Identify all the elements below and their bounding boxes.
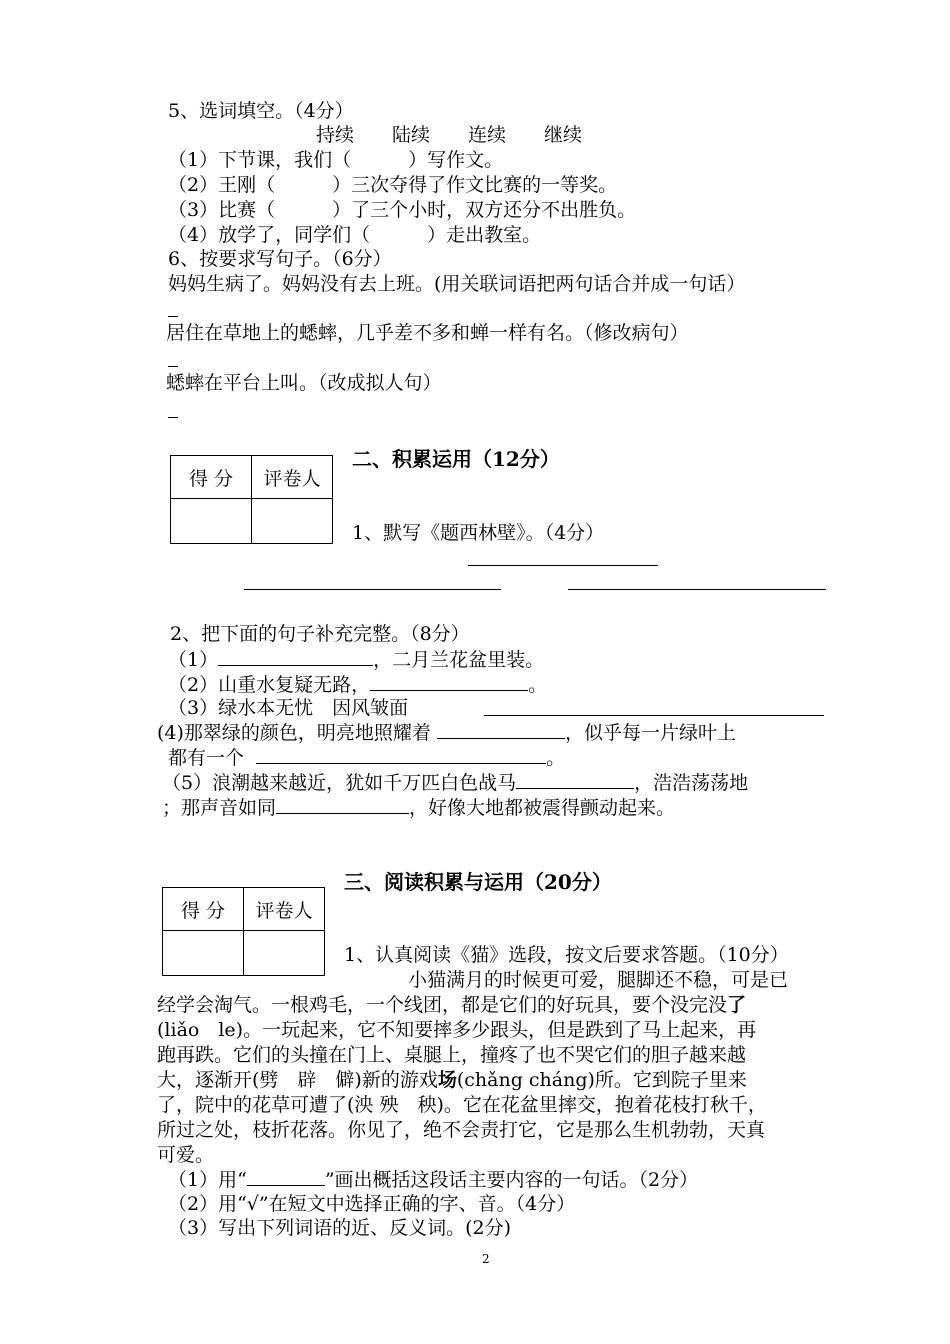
grader-label: 评卷人 bbox=[252, 456, 333, 499]
fill-blank[interactable] bbox=[484, 715, 824, 716]
q5-title: 5、选词填空。（4分） bbox=[168, 100, 354, 122]
text: （2）山重水复疑无路， bbox=[168, 674, 371, 696]
section2-title: 二、积累运用（12分） bbox=[352, 447, 560, 471]
q5-options: 持续 陆续 连续 继续 bbox=[316, 124, 583, 146]
text: ，二月兰花盆里装。 bbox=[373, 649, 545, 671]
fill-blank[interactable] bbox=[218, 647, 373, 666]
page-number: 2 bbox=[482, 1252, 490, 1266]
q6-item-3: 蟋蟀在平台上叫。（改成拟人句） bbox=[166, 372, 442, 394]
passage-line bbox=[157, 1068, 747, 1092]
q5-item-4: （4）放学了，同学们（ ）走出教室。 bbox=[168, 224, 542, 246]
s2-q2-line-1 bbox=[168, 647, 544, 672]
text: 。 bbox=[546, 747, 566, 769]
q5-item-3: （3）比赛（ ）了三个小时，双方还分不出胜负。 bbox=[168, 199, 637, 221]
s3-sub-2: （2）用“√”在短文中选择正确的字、音。（4分） bbox=[168, 1193, 576, 1215]
score-box bbox=[162, 887, 325, 976]
passage-line bbox=[157, 993, 746, 1017]
answer-line bbox=[168, 316, 178, 317]
s2-q2-line-2 bbox=[168, 672, 547, 697]
s2-q2-title: 2、把下面的句子补充完整。（8分） bbox=[170, 623, 470, 645]
text: 大，逐渐开(劈 辟 僻)新的游戏 bbox=[157, 1069, 438, 1091]
text: （5）浪潮越来越近，犹如千万匹白色战马 bbox=[162, 772, 517, 794]
fill-blank[interactable] bbox=[370, 672, 528, 691]
text: ，好像大地都被震得颤动起来。 bbox=[409, 797, 676, 819]
poem-line[interactable] bbox=[244, 589, 501, 590]
score-box bbox=[170, 455, 333, 544]
s2-q2-line-4 bbox=[157, 720, 736, 745]
fill-blank[interactable] bbox=[516, 770, 634, 789]
s3-sub-3: （3）写出下列词语的近、反义词。(2分) bbox=[168, 1217, 512, 1239]
q6-item-1: 妈妈生病了。妈妈没有去上班。(用关联词语把两句话合并成一句话） bbox=[168, 273, 746, 295]
passage-line: (liǎo le)。一玩起来，它不知要摔多少跟头，但是跌到了马上起来，再 bbox=[157, 1019, 757, 1041]
text: 场 bbox=[437, 1069, 457, 1091]
fill-blank[interactable] bbox=[256, 745, 546, 764]
s2-q2-line-4b bbox=[168, 745, 565, 770]
passage-line: 了，院中的花草可遭了(泱 殃 秧)。它在花盆里摔交，抱着花枝打秋千， bbox=[157, 1094, 767, 1116]
s3-sub-1 bbox=[168, 1167, 698, 1192]
passage-line: 跑再跌。它们的头撞在门上、桌腿上，撞疼了也不哭它们的胆子越来越 bbox=[157, 1044, 747, 1066]
text: (4)那翠绿的颜色，明亮地照耀着 bbox=[157, 722, 431, 744]
poem-line[interactable] bbox=[568, 589, 826, 590]
s3-q1: 1、认真阅读《猫》选段，按文后要求答题。（10分） bbox=[344, 944, 789, 966]
q5-item-1: （1）下节课，我们（ ）写作文。 bbox=[168, 149, 504, 171]
text: 经学会淘气。一根鸡毛，一个线团，都是它们的好玩具，要个没完没 bbox=[157, 994, 728, 1016]
score-label: 得 分 bbox=[171, 456, 252, 499]
text: ；那声音如同 bbox=[162, 797, 277, 819]
answer-line bbox=[168, 417, 178, 418]
s2-q1: 1、默写《题西林壁》。（4分） bbox=[352, 522, 605, 544]
passage-line: 小猫满月的时候更可爱，腿脚还不稳，可是已 bbox=[408, 969, 789, 991]
text: (chǎng cháng)所。它到院子里来 bbox=[456, 1069, 747, 1091]
fill-blank[interactable] bbox=[437, 720, 565, 739]
score-label: 得 分 bbox=[163, 888, 244, 931]
text: 。 bbox=[528, 674, 548, 696]
fill-blank[interactable] bbox=[276, 795, 409, 814]
s2-q2-line-5b bbox=[162, 795, 675, 820]
grader-label: 评卷人 bbox=[244, 888, 325, 931]
s2-q2-line-3: （3）绿水本无忧 因风皱面 bbox=[168, 697, 409, 719]
text: 了 bbox=[727, 994, 747, 1016]
text: ，浩浩荡荡地 bbox=[634, 772, 749, 794]
fill-blank[interactable] bbox=[247, 1167, 325, 1186]
q5-item-2: （2）王刚（ ）三次夺得了作文比赛的一等奖。 bbox=[168, 174, 618, 196]
text: ，似乎每一片绿叶上 bbox=[564, 722, 736, 744]
grader-cell[interactable] bbox=[252, 499, 333, 544]
text: 都有一个 bbox=[168, 747, 245, 769]
score-cell[interactable] bbox=[163, 931, 244, 976]
text: ”画出概括这段话主要内容的一句话。（2分） bbox=[324, 1169, 699, 1191]
passage-line: 可爱。 bbox=[157, 1144, 215, 1166]
poem-line[interactable] bbox=[468, 565, 658, 566]
q6-title: 6、按要求写句子。（6分） bbox=[168, 248, 392, 270]
s2-q2-line-5 bbox=[162, 770, 748, 795]
grader-cell[interactable] bbox=[244, 931, 325, 976]
answer-line bbox=[168, 366, 178, 367]
q6-item-2: 居住在草地上的蟋蟀，几乎差不多和蝉一样有名。（修改病句） bbox=[166, 322, 689, 344]
text: （1） bbox=[168, 649, 219, 671]
text: （1）用“ bbox=[168, 1169, 247, 1191]
passage-line: 所过之处，枝折花落。你见了，绝不会责打它，它是那么生机勃勃，天真 bbox=[157, 1119, 766, 1141]
section3-title: 三、阅读积累与运用（20分） bbox=[344, 870, 612, 894]
score-cell[interactable] bbox=[171, 499, 252, 544]
